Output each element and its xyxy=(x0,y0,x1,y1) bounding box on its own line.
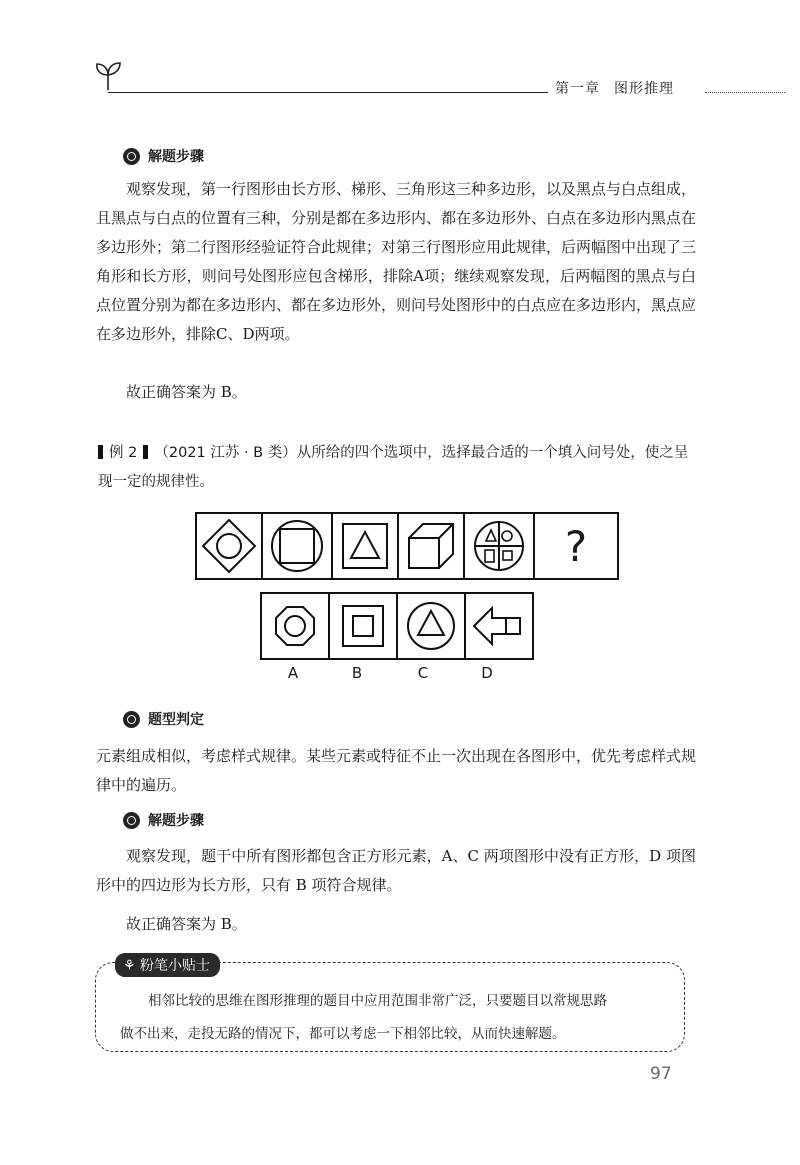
solution-heading-2-text: 解题步骤 xyxy=(148,813,204,829)
tip-line-2: 做不出来，走投无路的情况下，都可以考虑一下相邻比较，从而快速解题。 xyxy=(120,1026,566,1042)
octagon-circle-shape xyxy=(262,594,328,658)
tip-line-1: 相邻比较的思维在图形推理的题目中应用范围非常广泛，只要题目以常规思路 xyxy=(148,993,607,1009)
option-c-label: C xyxy=(417,664,429,682)
circle-square-shape xyxy=(263,514,331,578)
cube-shape xyxy=(399,514,463,578)
example-source: （2021 江苏 · B 类） xyxy=(154,445,297,461)
option-c-figure xyxy=(396,592,466,660)
page-number: 97 xyxy=(650,1064,672,1084)
example-question xyxy=(98,439,698,497)
diamond-circle-shape xyxy=(197,514,261,578)
option-b-label: B xyxy=(351,664,363,682)
figure-5 xyxy=(463,512,535,580)
header-rule xyxy=(108,92,548,93)
solution-body-1: 观察发现，第一行图形由长方形、梯形、三角形这三种多边形，以及黑点与白点组成，且黑点与白点的位置有三种，分别是都在多边形内、都在多边形外、白点在多边形内黑点在多边形外；第二行图形经验证符合此规律；对第三行图形应用此规律，后两幅图中出现了三角形和长方形，则问号处图形应包含梯形，排除A项；继续观察发现，后两幅图的黑点与白点位置分别为都在多边形内、都在多边形外，则问号处图形中的白点应在多边形内，黑点应在多边形外，排除C、D两项。 xyxy=(96,180,697,343)
question-figure-row xyxy=(195,512,619,580)
type-heading-text: 题型判定 xyxy=(148,712,204,728)
figure-4 xyxy=(397,512,465,580)
example-label: 例 2 xyxy=(109,445,138,461)
solution-heading-1 xyxy=(123,146,204,166)
gear-icon xyxy=(123,711,140,728)
section-label: 图形推理 xyxy=(614,81,674,97)
header-rule-right xyxy=(705,92,785,93)
option-a-label: A xyxy=(287,664,299,682)
solution-body-2: 观察发现，题干中所有图形都包含正方形元素，A、C 两项图形中没有正方形，D 项图形中的四边形为长方形，只有 B 项符合规律。 xyxy=(96,847,696,894)
circle-triangle-shape xyxy=(398,594,464,658)
option-figure-row xyxy=(260,592,534,660)
target-icon xyxy=(123,148,140,165)
example-question-text: 从所给的四个选项中，选择最合适的一个填入问号处，使之呈现一定的规律性。 xyxy=(98,445,689,490)
running-header xyxy=(555,78,688,98)
answer-1: 故正确答案为 B。 xyxy=(126,383,247,401)
answer-2: 故正确答案为 B。 xyxy=(126,915,247,933)
sprout-icon: ⚘ xyxy=(123,958,141,974)
divided-circle-shape xyxy=(465,514,533,578)
solution-heading-1-text: 解题步骤 xyxy=(148,149,204,165)
sprout-icon xyxy=(92,58,124,92)
arrow-rectangle-shape xyxy=(466,594,532,658)
option-d-figure xyxy=(464,592,534,660)
option-a-figure xyxy=(260,592,330,660)
target-icon xyxy=(123,812,140,829)
figure-question xyxy=(533,512,619,580)
option-d-label: D xyxy=(481,664,493,682)
figure-1 xyxy=(195,512,263,580)
tip-title xyxy=(115,953,220,977)
example-bar-left xyxy=(98,445,103,459)
figure-2 xyxy=(261,512,333,580)
square-in-square-shape xyxy=(330,594,396,658)
tip-text xyxy=(120,985,665,1051)
question-mark: ? xyxy=(564,521,588,571)
example-bar-right xyxy=(143,445,148,459)
type-heading xyxy=(123,709,204,729)
square-triangle-shape xyxy=(333,514,397,578)
option-b-figure xyxy=(328,592,398,660)
figure-3 xyxy=(331,512,399,580)
chapter-label: 第一章 xyxy=(555,81,600,97)
solution-heading-2 xyxy=(123,810,204,830)
type-body: 元素组成相似，考虑样式规律。某些元素或特征不止一次出现在各图形中，优先考虑样式规律中的遍历。 xyxy=(96,747,697,794)
tip-title-text: 粉笔小贴士 xyxy=(140,958,211,974)
